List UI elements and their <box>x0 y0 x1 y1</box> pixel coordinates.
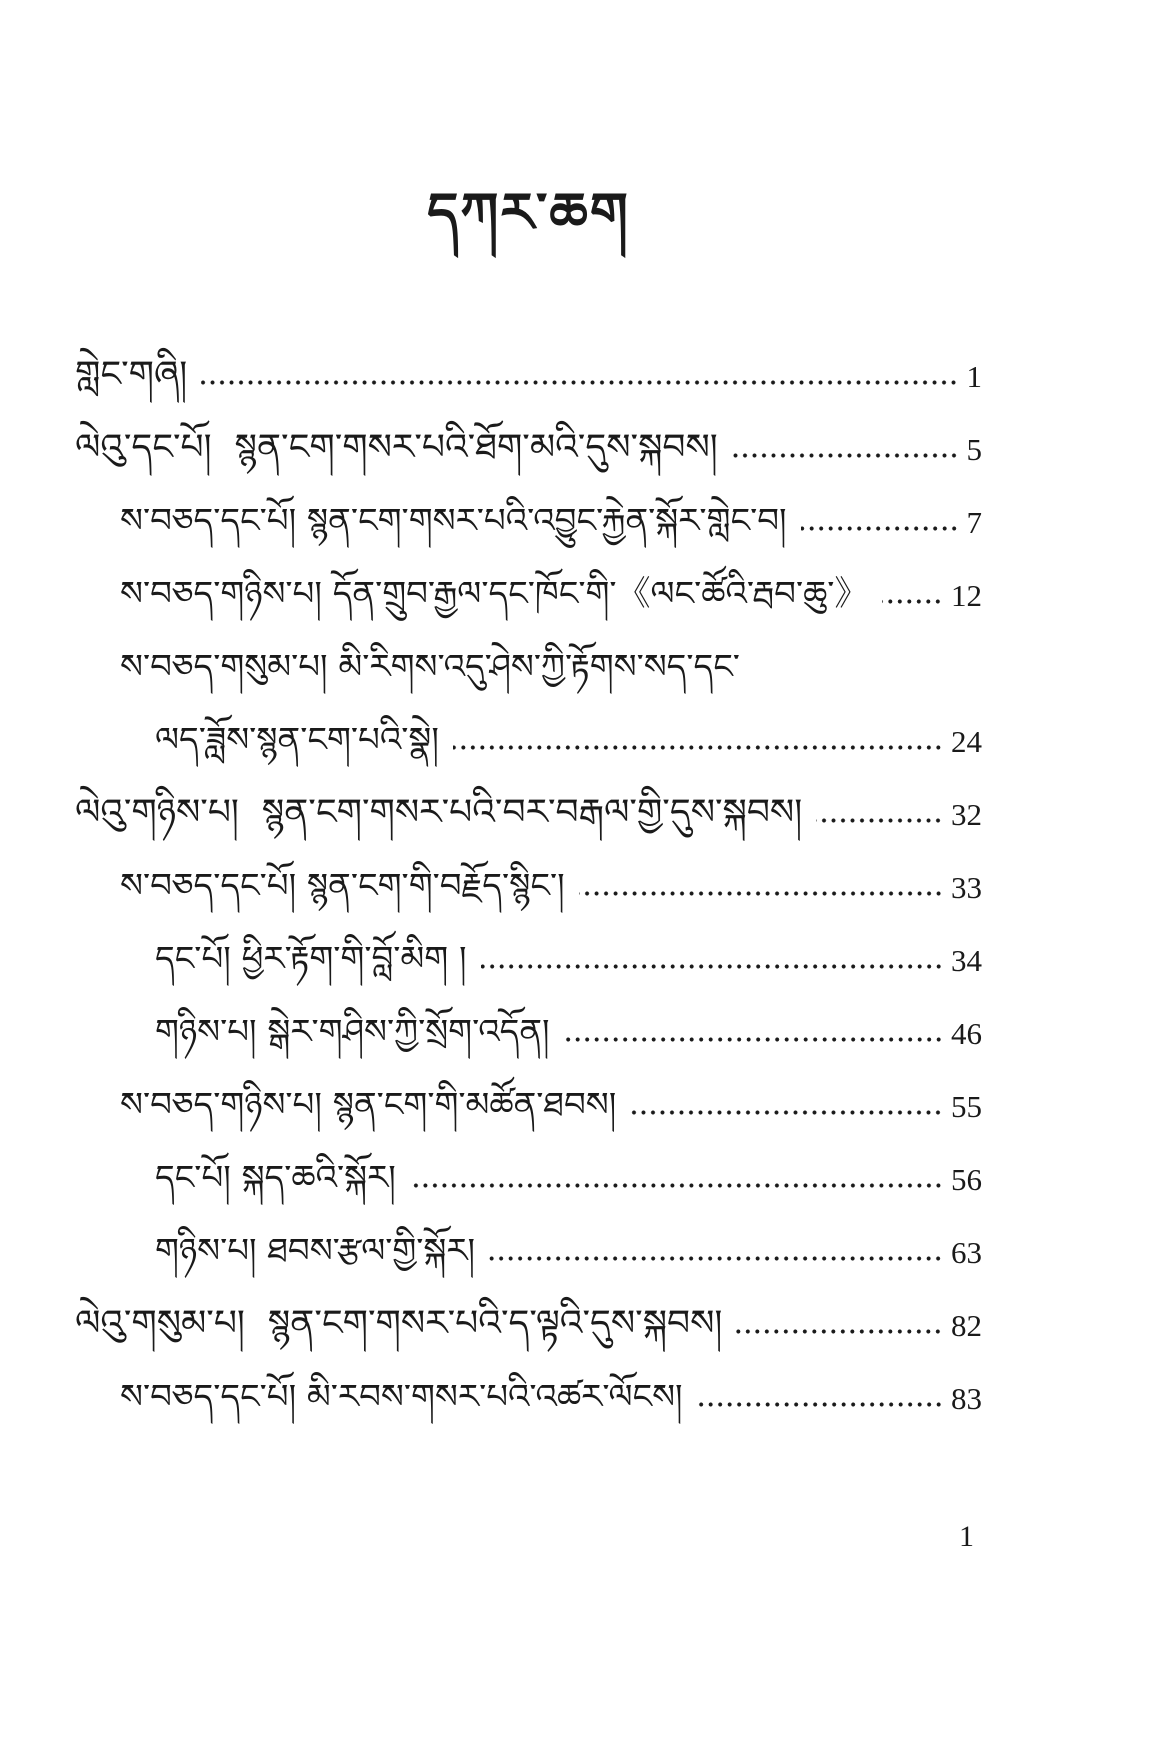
toc-entry-label: ས་བཅད་དང་པོ། སྙན་ངག་གསར་པའི་འབྱུང་རྐྱེན་སྐོར་གླེང་བ། <box>120 501 787 542</box>
toc-entry-page-number: 12 <box>951 578 982 614</box>
page-title: དཀར་ཆག <box>427 181 630 244</box>
toc-entry-label: ལེའུ་གསུམ་པ། སྙན་ངག་གསར་པའི་ད་ལྟའི་དུས་སྐབས། <box>75 1303 723 1345</box>
toc-entry <box>75 618 982 691</box>
toc-entry <box>75 910 982 983</box>
toc-entry-label: ས་བཅད་གཉིས་པ། སྙན་ངག་གི་མཚོན་ཐབས། <box>120 1085 617 1126</box>
toc-entry <box>75 1275 982 1348</box>
toc-entry-label: ལད་ཟློས་སྙན་ངག་པའི་སྣེ། <box>155 720 439 761</box>
dot-leader <box>410 1181 943 1190</box>
toc-entry <box>75 691 982 764</box>
toc-entry-page-number: 32 <box>951 797 982 833</box>
toc-entry-page-number: 24 <box>951 724 982 760</box>
dot-leader <box>579 889 943 898</box>
toc-entry-label: ས་བཅད་གསུམ་པ། མི་རིགས་འདུ་ཤེས་ཀྱི་རྟོགས་སད་དང་ <box>120 647 740 688</box>
toc-entry <box>75 837 982 910</box>
dot-leader <box>481 962 943 971</box>
dot-leader <box>816 816 943 825</box>
toc-entry <box>75 983 982 1056</box>
toc-entry-page-number: 5 <box>966 432 982 468</box>
toc-entry <box>75 472 982 545</box>
dot-leader <box>697 1400 943 1409</box>
dot-leader <box>732 451 959 460</box>
dot-leader <box>201 378 958 387</box>
toc-list <box>75 326 982 1421</box>
dot-leader <box>801 524 959 533</box>
toc-entry-page-number: 33 <box>951 870 982 906</box>
toc-entry-page-number: 7 <box>966 505 982 541</box>
toc-content <box>75 0 982 1421</box>
toc-entry <box>75 1348 982 1421</box>
toc-entry-label: དང་པོ། ཕྱིར་རྟོག་གི་བློ་མིག ། <box>155 939 467 980</box>
dot-leader <box>489 1254 943 1263</box>
dot-leader <box>564 1035 943 1044</box>
toc-entry-label: གཉིས་པ། སྒེར་གཤིས་ཀྱི་སྲོག་འདོན། <box>155 1012 550 1053</box>
toc-entry <box>75 399 982 472</box>
toc-entry-page-number: 56 <box>951 1162 982 1198</box>
toc-entry-page-number: 63 <box>951 1235 982 1271</box>
toc-entry-label: ས་བཅད་དང་པོ། སྙན་ངག་གི་བརྗོད་སྙིང་། <box>120 866 565 907</box>
toc-entry-page-number: 55 <box>951 1089 982 1125</box>
toc-entry-label: ལེའུ་གཉིས་པ། སྙན་ངག་གསར་པའི་བར་བརྒལ་གྱི་དུས་སྐབས། <box>75 792 803 834</box>
dot-leader <box>453 743 943 752</box>
toc-entry-page-number: 46 <box>951 1016 982 1052</box>
toc-entry <box>75 326 982 399</box>
toc-entry-page-number: 34 <box>951 943 982 979</box>
toc-entry-label: ས་བཅད་གཉིས་པ། དོན་གྲུབ་རྒྱལ་དང་ཁོང་གི་《ལང་ཚོའི་རྦབ་ཆུ་》 <box>120 574 869 615</box>
toc-entry-page-number: 83 <box>951 1381 982 1417</box>
toc-entry <box>75 545 982 618</box>
dot-leader <box>736 1327 943 1336</box>
toc-entry-page-number: 82 <box>951 1308 982 1344</box>
toc-entry <box>75 764 982 837</box>
toc-entry-label: གཉིས་པ། ཐབས་རྩལ་གྱི་སྐོར། <box>155 1231 476 1272</box>
dot-leader <box>630 1108 943 1117</box>
dot-leader <box>882 597 943 606</box>
toc-entry-page-number: 1 <box>966 359 982 395</box>
toc-entry-label: ས་བཅད་དང་པོ། མི་རབས་གསར་པའི་འཚར་ལོངས། <box>120 1377 683 1418</box>
folio-page-number: 1 <box>959 1520 974 1553</box>
toc-entry <box>75 1202 982 1275</box>
toc-entry <box>75 1129 982 1202</box>
toc-entry <box>75 1056 982 1129</box>
toc-entry-label: དང་པོ། སྐད་ཆའི་སྐོར། <box>155 1158 396 1199</box>
toc-entry-label: ལེའུ་དང་པོ། སྙན་ངག་གསར་པའི་ཐོག་མའི་དུས་སྐབས། <box>75 427 718 469</box>
toc-entry-label: གླེང་གཞི། <box>75 354 188 396</box>
